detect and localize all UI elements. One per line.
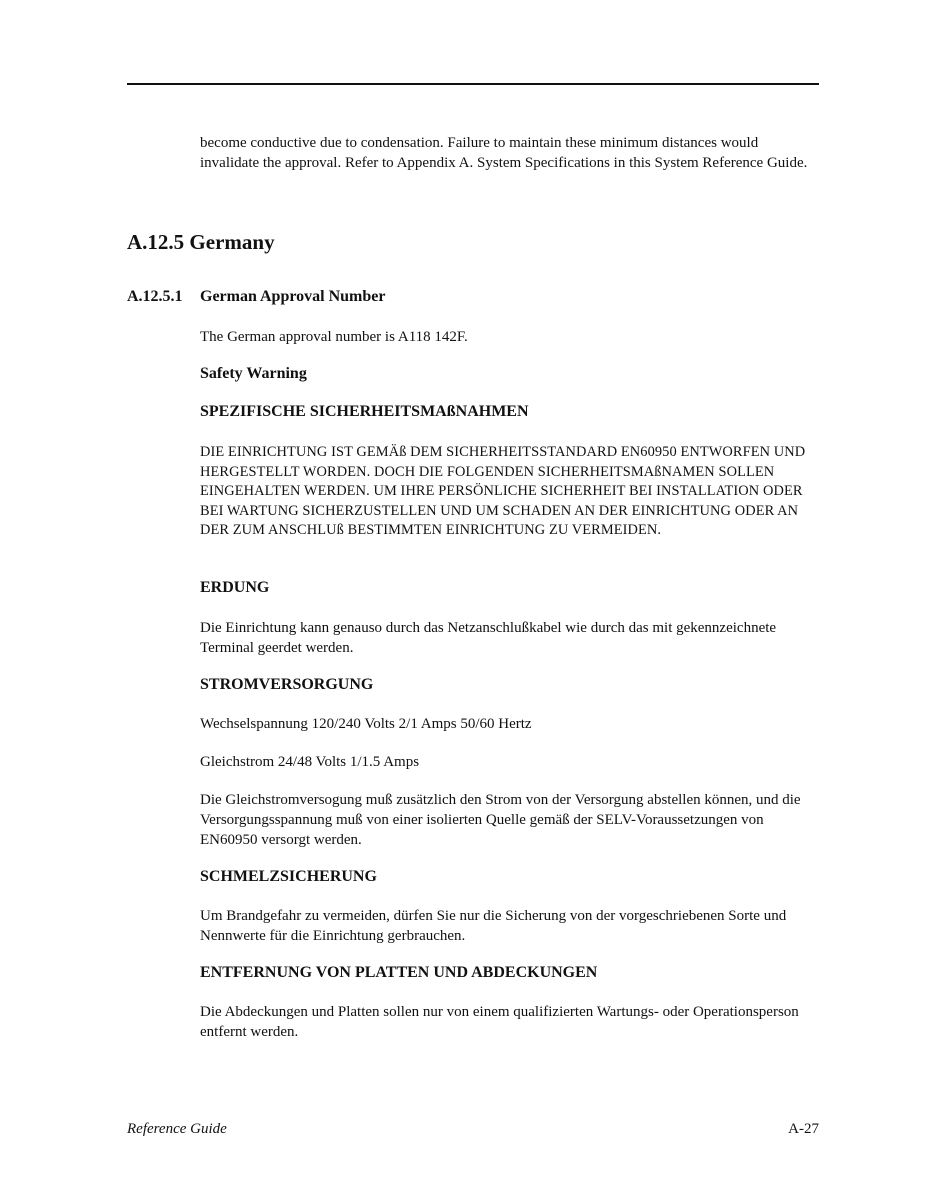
page-number: A-27 (788, 1121, 819, 1137)
spezifische-heading: SPEZIFISCHE SICHERHEITSMAßNAHMEN (200, 403, 529, 420)
erdung-heading: ERDUNG (200, 579, 270, 596)
section-title: Germany (189, 230, 275, 254)
subsection-heading (127, 287, 385, 307)
footer-title: Reference Guide (127, 1121, 227, 1137)
erdung-text: Die Einrichtung kann genauso durch das Netzanschlußkabel wie durch das mit gekennzeichnete Terminal geerdet werden. (200, 620, 777, 656)
header-rule (127, 83, 819, 85)
entfernung-heading: ENTFERNUNG VON PLATTEN UND ABDECKUNGEN (200, 964, 598, 981)
spezifische-text: DIE EINRICHTUNG IST GEMÄß DEM SICHERHEITSSTANDARD EN60950 ENTWORFEN UND HERGESTELLT WORDEN. DOCH DIE FOLGENDEN SICHERHEITSMAßNAMEN SOLLEN EINGEHALTEN WERDEN. UM IHRE PERSÖNLICHE SICHERHEIT BEI INSTALLATION ODER BEI WARTUNG SICHERZUSTELLEN UND UM SCHADEN AN DER EINRICHTUNG ODER AN DER ZUM ANSCHLUß BESTIMMTEN EINRICHTUNG ZU VERMEIDEN. (200, 444, 806, 538)
section-number: A.12.5 (127, 230, 185, 254)
subsection-number: A.12.5.1 (127, 288, 183, 305)
schmelzsicherung-text: Um Brandgefahr zu vermeiden, dürfen Sie nur die Sicherung von der vorgeschriebenen Sorte und Nennwerte für die Einrichtung gerbrauchen. (200, 908, 787, 944)
approval-text: The German approval number is A118 142F. (200, 329, 468, 345)
stromversorgung-line2: Gleichstrom 24/48 Volts 1/1.5 Amps (200, 754, 420, 770)
subsection-title: German Approval Number (200, 288, 386, 305)
stromversorgung-line1: Wechselspannung 120/240 Volts 2/1 Amps 50/60 Hertz (200, 716, 532, 732)
intro-paragraph: become conductive due to condensation. Failure to maintain these minimum distances would invalidate the approval. Refer to Appendix A. System Specifications in this System Reference Guide. (200, 135, 808, 171)
stromversorgung-text: Die Gleichstromversogung muß zusätzlich den Strom von der Versorgung abstellen können, und die Versorgungsspannung muß von einer isolierten Quelle gemäß der SELV-Voraussetzungen von EN60950 versorgt werden. (200, 792, 801, 848)
schmelzsicherung-heading: SCHMELZSICHERUNG (200, 868, 377, 885)
entfernung-text: Die Abdeckungen und Platten sollen nur von einem qualifizierten Wartungs- oder Operationsperson entfernt werden. (200, 1004, 799, 1040)
section-heading (127, 229, 275, 255)
safety-warning-heading: Safety Warning (200, 365, 307, 382)
stromversorgung-heading: STROMVERSORGUNG (200, 676, 374, 693)
